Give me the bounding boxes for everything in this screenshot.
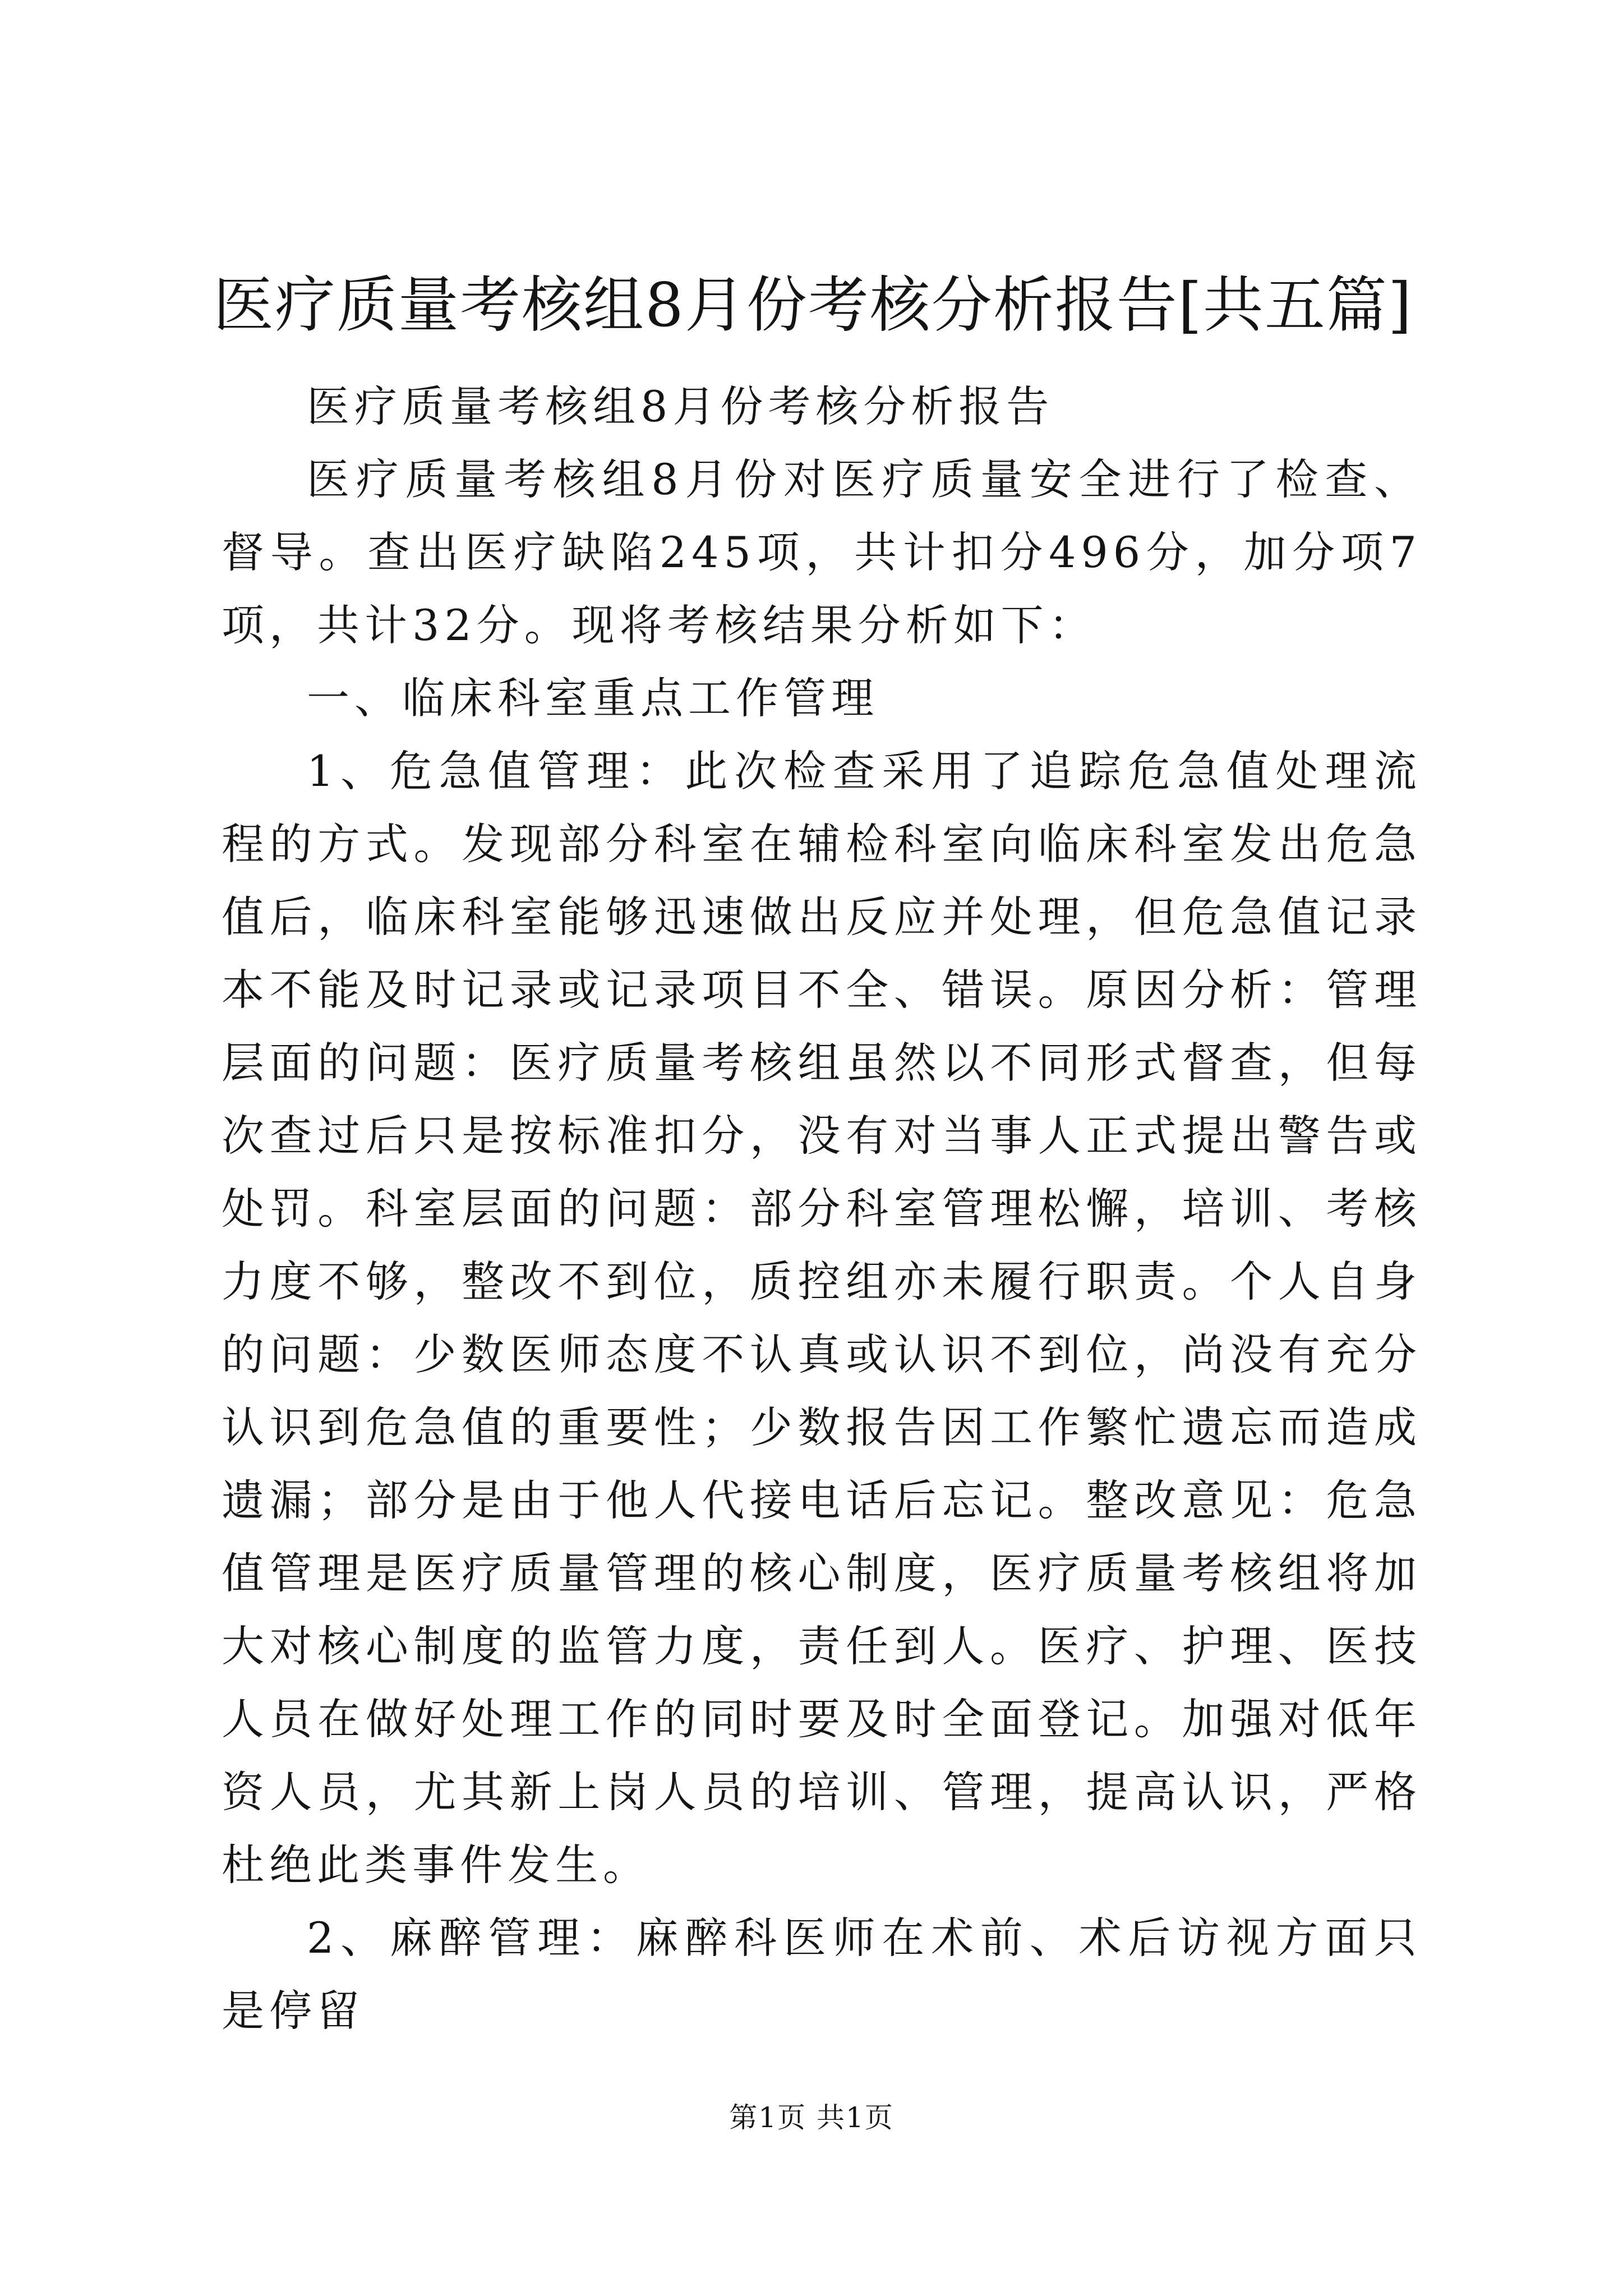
document-body	[222, 370, 1422, 2047]
page-footer: 第1页 共1页	[729, 2101, 894, 2134]
critical-value-paragraph: 1、危急值管理：此次检查采用了追踪危急值处理流程的方式。发现部分科室在辅检科室向临床科室发出危急值后，临床科室能够迅速做出反应并处理，但危急值记录本不能及时记录或记录项目不全、错误。原因分析：管理层面的问题：医疗质量考核组虽然以不同形式督查，但每次查过后只是按标准扣分，没有对当事人正式提出警告或处罚。科室层面的问题：部分科室管理松懈，培训、考核力度不够，整改不到位，质控组亦未履行职责。个人自身的问题：少数医师态度不认真或认识不到位，尚没有充分认识到危急值的重要性；少数报告因工作繁忙遗忘而造成遗漏；部分是由于他人代接电话后忘记。整改意见：危急值管理是医疗质量管理的核心制度，医疗质量考核组将加大对核心制度的监管力度，责任到人。医疗、护理、医技人员在做好处理工作的同时要及时全面登记。加强对低年资人员，尤其新上岗人员的培训、管理，提高认识，严格杜绝此类事件发生。	[222, 746, 1422, 1890]
section-heading: 一、临床科室重点工作管理	[307, 673, 879, 723]
subtitle-paragraph: 医疗质量考核组8月份考核分析报告	[307, 381, 1054, 431]
document-title: 医疗质量考核组8月份考核分析报告[共五篇]	[213, 270, 1413, 341]
intro-paragraph: 医疗质量考核组8月份对医疗质量安全进行了检查、督导。查出医疗缺陷245项，共计扣分496分，加分项7项，共计32分。现将考核结果分析如下：	[222, 454, 1422, 650]
anesthesia-paragraph: 2、麻醉管理：麻醉科医师在术前、术后访视方面只是停留	[222, 1913, 1422, 2036]
